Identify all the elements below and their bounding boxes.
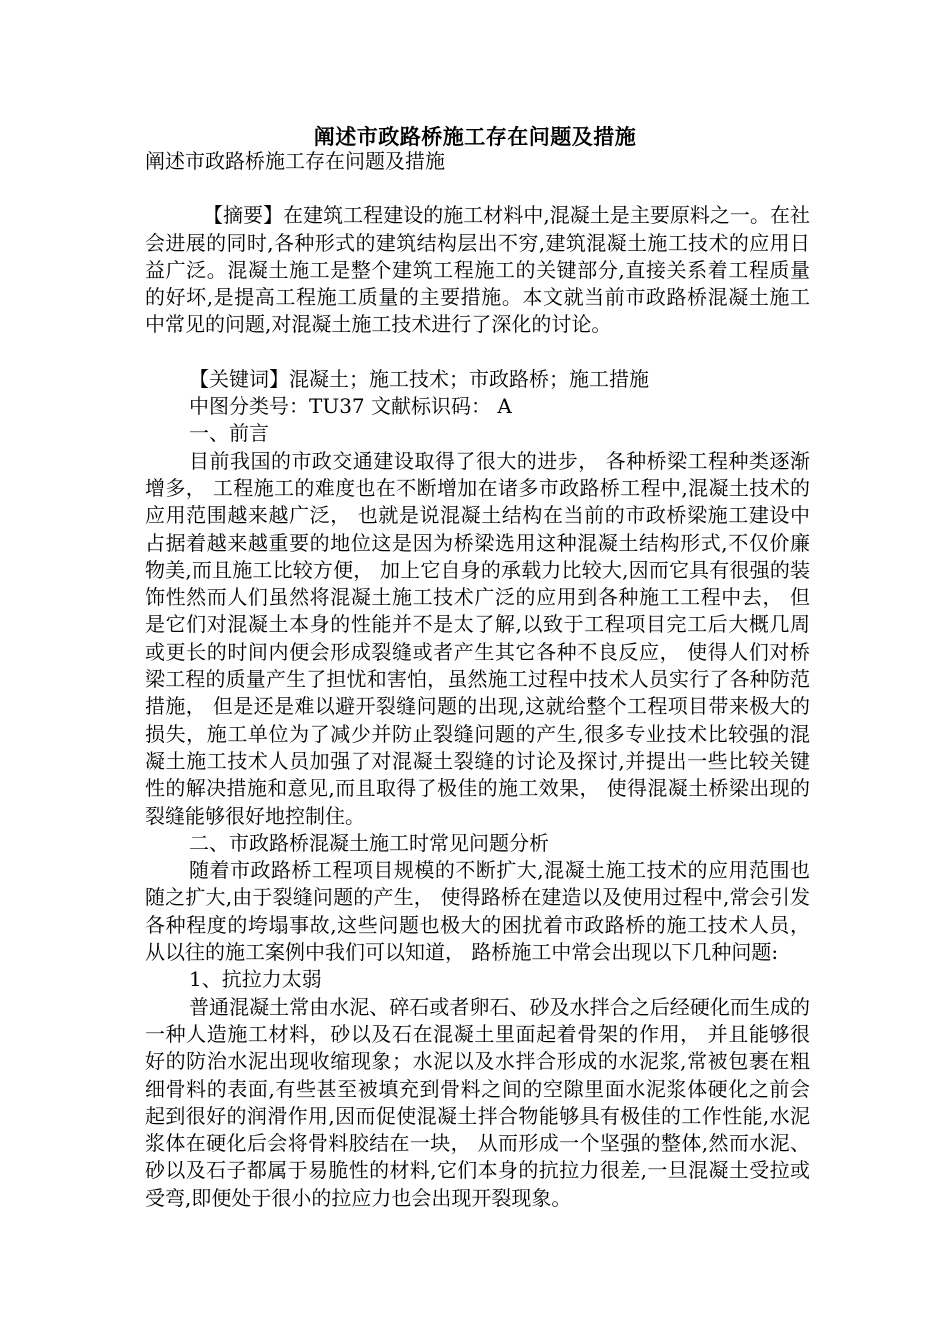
subsection-heading-tensile: 1、抗拉力太弱 <box>189 967 322 992</box>
problems-paragraph: 随着市政路桥工程项目规模的不断扩大,混凝土施工技术的应用范围也随之扩大,由于裂缝问题的产生， 使得路桥在建造以及使用过程中,常会引发各种程度的垮塌事故,这些问题也极大的困扰着市政路桥的施工技术人员，从以往的施工案例中我们可以知道， 路桥施工中常会出现以下几种问题: <box>145 858 810 965</box>
classification-line: 中图分类号：TU37 文献标识码： A <box>189 394 512 419</box>
document-subtitle: 阐述市政路桥施工存在问题及措施 <box>145 149 445 173</box>
keywords-line: 【关键词】混凝土；施工技术；市政路桥；施工措施 <box>189 366 649 391</box>
blank-line <box>145 175 810 202</box>
section-heading-problems: 二、市政路桥混凝土施工时常见问题分析 <box>189 830 549 855</box>
tensile-paragraph: 普通混凝土常由水泥、碎石或者卵石、砂及水拌合之后经硬化而生成的一种人造施工材料，砂以及石在混凝土里面起着骨架的作用， 并且能够很好的防治水泥出现收缩现象；水泥以及水拌合形成的水泥浆,常被包裹在粗细骨料的表面,有些甚至被填充到骨料之间的空隙里面水泥浆体硬化之前会起到很好的润滑作用,因而促使混凝土拌合物能够具有极佳的工作性能,水泥浆体在硬化后会将骨料胶结在一块， 从而形成一个坚强的整体,然而水泥、砂以及石子都属于易脆性的材料,它们本身的抗拉力很差,一旦混凝土受拉或受弯,即便处于很小的拉应力也会出现开裂现象。 <box>145 994 810 1210</box>
blank-line <box>145 339 810 366</box>
abstract-paragraph: 【摘要】在建筑工程建设的施工材料中,混凝土是主要原料之一。在社会进展的同时,各种形式的建筑结构层出不穷,建筑混凝土施工技术的应用日益广泛。混凝土施工是整个建筑工程施工的关键部分,直接关系着工程质量的好坏,是提高工程施工质量的主要措施。本文就当前市政路桥混凝土施工中常见的问题,对混凝土施工技术进行了深化的讨论。 <box>145 203 810 337</box>
document-title: 阐述市政路桥施工存在问题及措施 <box>313 124 637 149</box>
document-body <box>145 148 810 1212</box>
preface-paragraph: 目前我国的市政交通建设取得了很大的进步， 各种桥梁工程种类逐渐增多， 工程施工的难度也在不断增加在诸多市政路桥工程中,混凝土技术的应用范围越来越广泛， 也就是说混凝土结构在当前的市政桥梁施工建设中占据着越来越重要的地位这是因为桥梁选用这种混凝土结构形式,不仅价廉物美,而且施工比较方便， 加上它自身的承载力比较大,因而它具有很强的装饰性然而人们虽然将混凝土施工技术广泛的应用到各种施工工程中去， 但是它们对混凝土本身的性能并不是太了解,以致于工程项目完工后大概几周或更长的时间内便会形成裂缝或者产生其它各种不良反应， 使得人们对桥梁工程的质量产生了担忧和害怕，虽然施工过程中技术人员实行了各种防范措施， 但是还是难以避开裂缝问题的出现,这就给整个工程项目带来极大的损失，施工单位为了减少并防止裂缝问题的产生,很多专业技术比较强的混凝土施工技术人员加强了对混凝土裂缝的讨论及探讨,并提出一些比较关键性的解决措施和意见,而且取得了极佳的施工效果， 使得混凝土桥梁出现的裂缝能够很好地控制住。 <box>145 448 810 828</box>
section-heading-preface: 一、前言 <box>189 421 269 446</box>
